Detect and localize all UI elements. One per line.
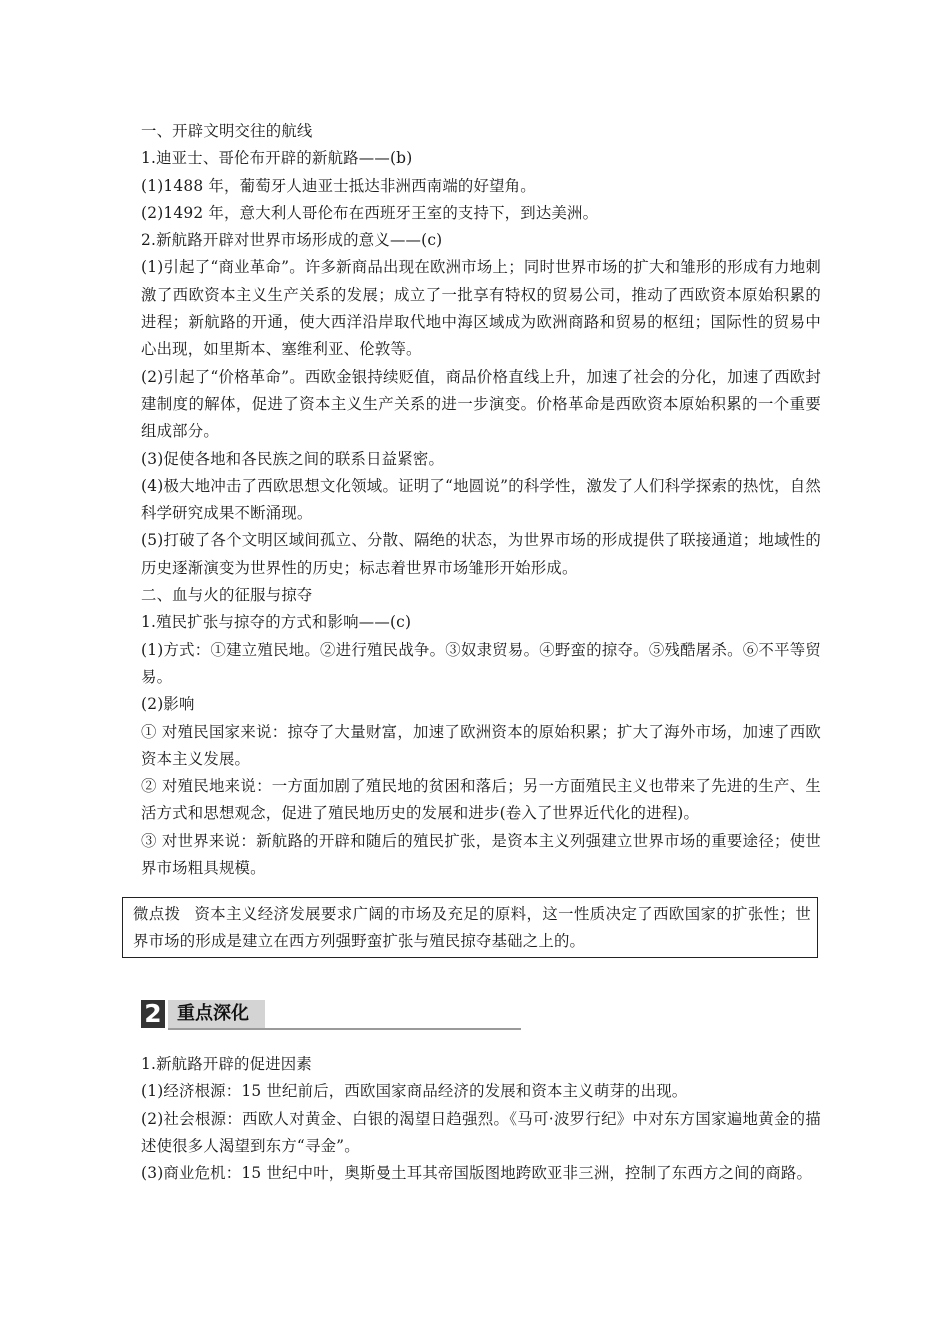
knowledge-section (141, 118, 821, 882)
paragraph: ② 对殖民地来说：一方面加剧了殖民地的贫困和落后；另一方面殖民主义也带来了先进的生产、生活方式和思想观念，促进了殖民地历史的发展和进步(卷入了世界近代化的进程)。 (141, 777, 821, 823)
paragraph: (1)引起了“商业革命”。许多新商品出现在欧洲市场上；同时世界市场的扩大和雏形的形成有力地刺激了西欧资本主义生产关系的发展；成立了一批享有特权的贸易公司，推动了西欧资本原始积累的进程；新航路的开通，使大西洋沿岸取代地中海区域成为欧洲商路和贸易的枢纽；国际性的贸易中心出现，如里斯本、塞维利亚、伦敦等。 (141, 258, 821, 359)
paragraph: (5)打破了各个文明区域间孤立、分散、隔绝的状态，为世界市场的形成提供了联接通道；地域性的历史逐渐演变为世界性的历史；标志着世界市场雏形开始形成。 (141, 531, 821, 577)
section-title: 重点深化 (168, 1000, 265, 1028)
tip-text: 资本主义经济发展要求广阔的市场及充足的原料，这一性质决定了西欧国家的扩张性；世界市场的形成是建立在西方列强野蛮扩张与殖民掠夺基础之上的。 (133, 905, 811, 950)
paragraph: ③ 对世界来说：新航路的开辟和随后的殖民扩张，是资本主义列强建立世界市场的重要途径；使世界市场粗具规模。 (141, 831, 821, 878)
paragraph: (3)促使各地和各民族之间的联系日益紧密。 (141, 449, 445, 468)
key-points-section (141, 1051, 821, 1187)
paragraph: (1)经济根源：15 世纪前后，西欧国家商品经济的发展和资本主义萌芽的出现。 (141, 1082, 688, 1101)
section-number-badge: 2 (141, 1000, 165, 1028)
paragraph: (2)影响 (141, 695, 195, 714)
item-title: 1.迪亚士、哥伦布开辟的新航路——(b) (141, 149, 413, 168)
paragraph: (1)1488 年，葡萄牙人迪亚士抵达非洲西南端的好望角。 (141, 176, 536, 195)
tip-box (122, 897, 818, 958)
section-heading-1: 一、开辟文明交往的航线 (141, 122, 313, 140)
item-title: 1.殖民扩张与掠夺的方式和影响——(c) (141, 613, 412, 632)
section-header (141, 1000, 521, 1030)
tip-label: 微点拨 (133, 905, 181, 923)
tip-paragraph (133, 901, 811, 955)
item-title: 2.新航路开辟对世界市场形成的意义——(c) (141, 231, 443, 250)
paragraph: ① 对殖民国家来说：掠夺了大量财富，加速了欧洲资本的原始积累；扩大了海外市场，加速了西欧资本主义发展。 (141, 722, 821, 768)
paragraph: (2)引起了“价格革命”。西欧金银持续贬值，商品价格直线上升，加速了社会的分化，加速了西欧封建制度的解体，促进了资本主义生产关系的进一步演变。价格革命是西欧资本原始积累的一个重要组成部分。 (141, 367, 821, 441)
item-title: 1.新航路开辟的促进因素 (141, 1055, 312, 1073)
paragraph: (2)1492 年，意大利人哥伦布在西班牙王室的支持下，到达美洲。 (141, 203, 599, 222)
section-divider (168, 1028, 521, 1030)
paragraph: (2)社会根源：西欧人对黄金、白银的渴望日趋强烈。《马可·波罗行纪》中对东方国家遍地黄金的描述使很多人渴望到东方“寻金”。 (141, 1109, 821, 1155)
section-heading-2: 二、血与火的征服与掠夺 (141, 586, 313, 605)
paragraph: (1)方式：①建立殖民地。②进行殖民战争。③奴隶贸易。④野蛮的掠夺。⑤残酷屠杀。⑥不平等贸易。 (141, 640, 821, 686)
paragraph: (3)商业危机：15 世纪中叶，奥斯曼土耳其帝国版图地跨欧亚非三洲，控制了东西方之间的商路。 (141, 1164, 813, 1183)
paragraph: (4)极大地冲击了西欧思想文化领域。证明了“地圆说”的科学性，激发了人们科学探索的热忱，自然科学研究成果不断涌现。 (141, 476, 821, 523)
